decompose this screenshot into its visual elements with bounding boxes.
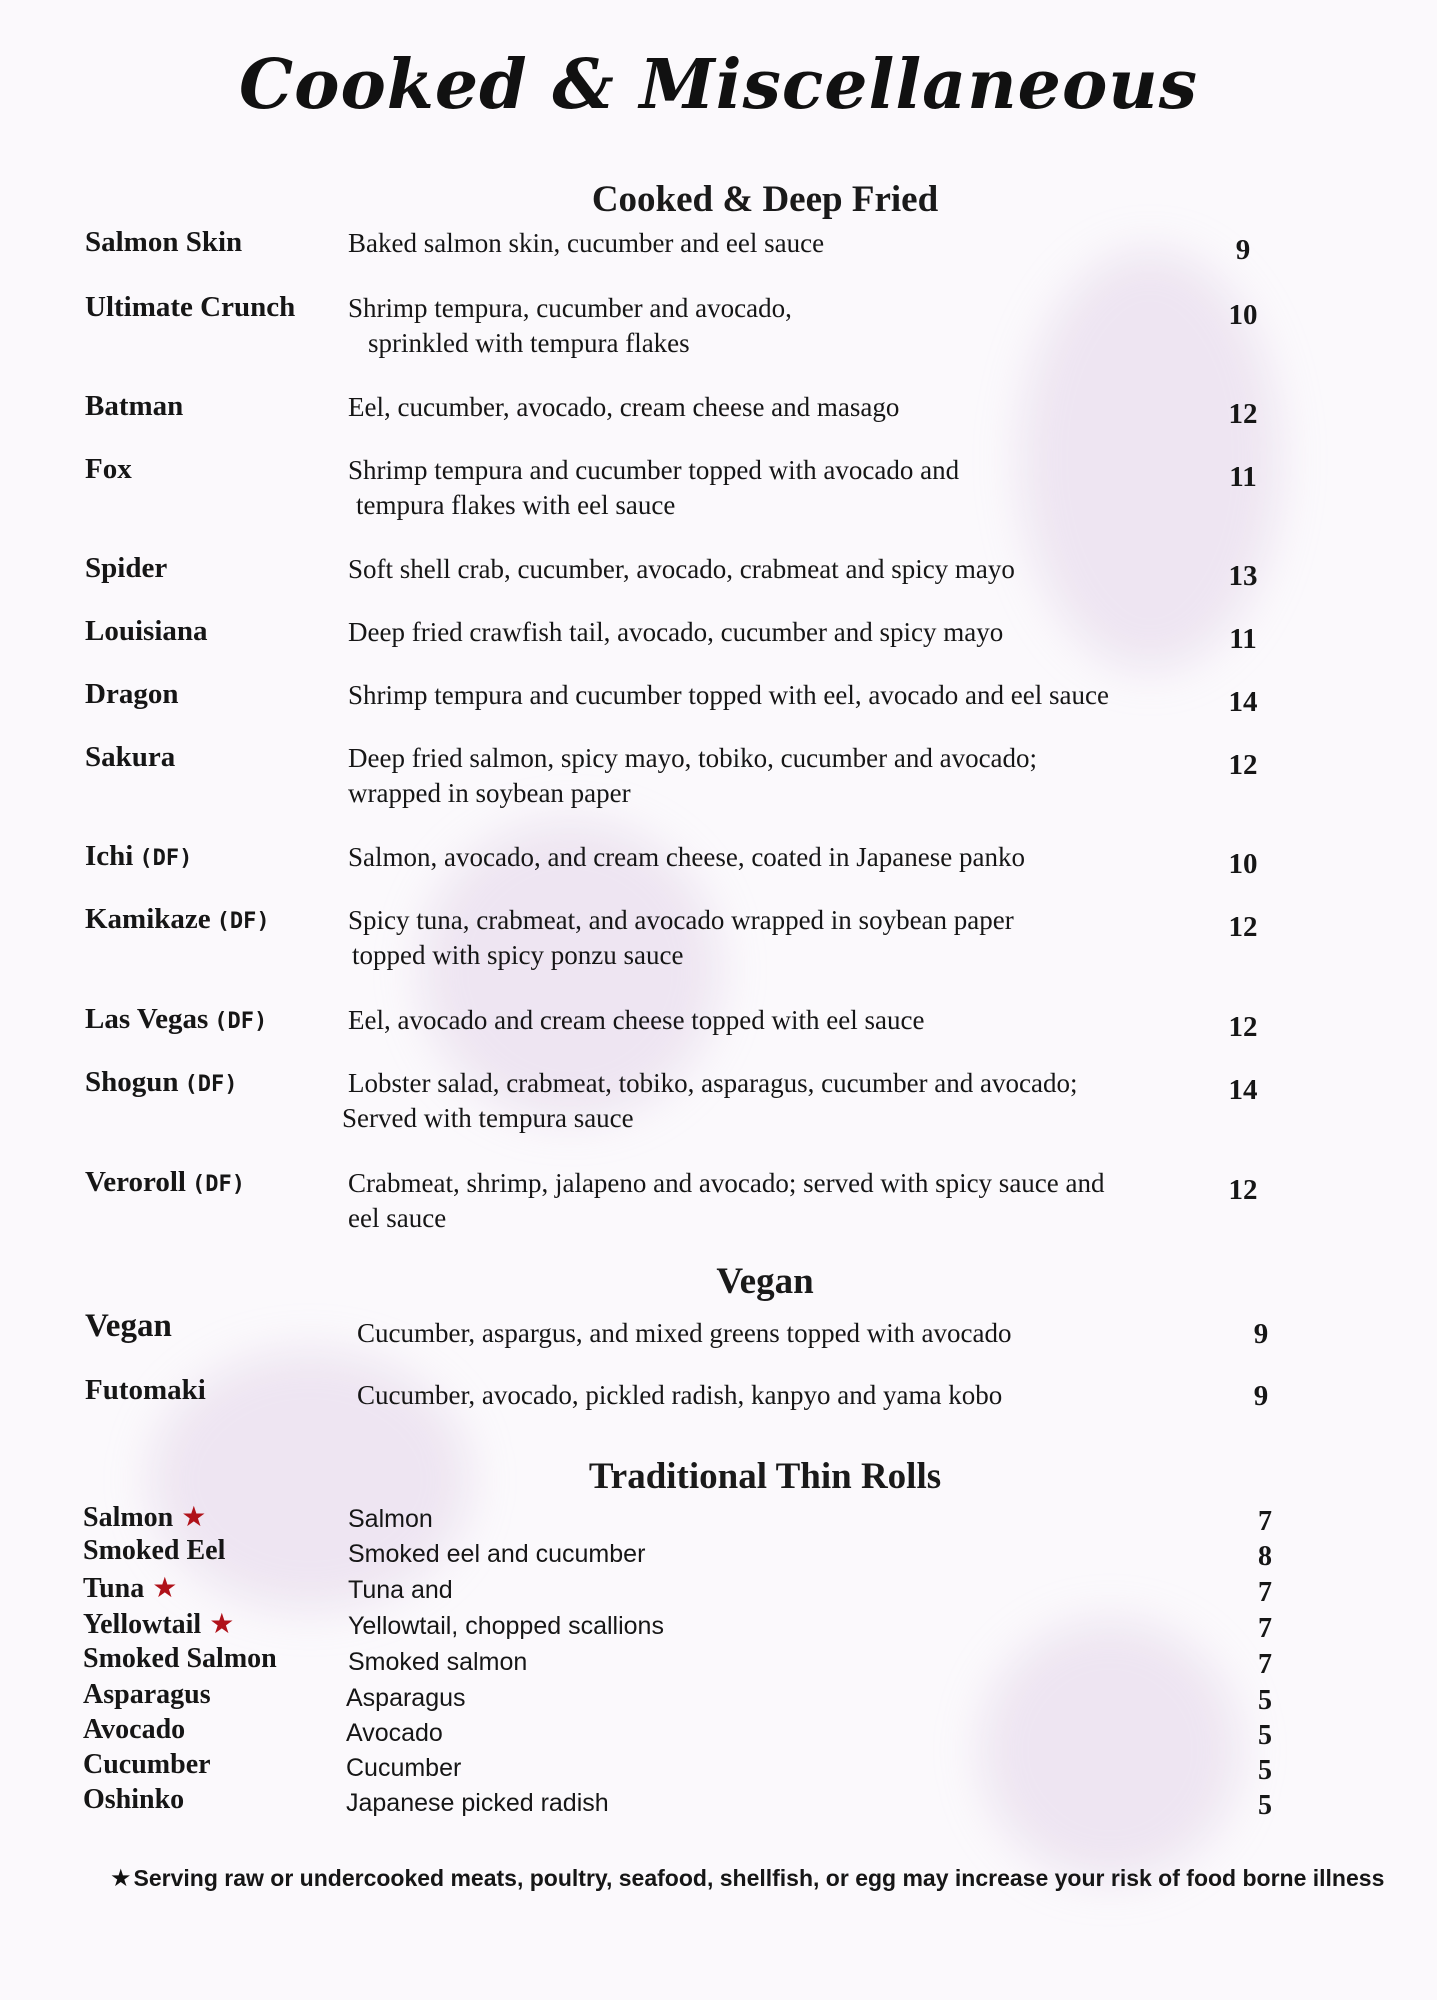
item-description: Asparagus <box>346 1684 466 1712</box>
item-description: Cucumber, aspargus, and mixed greens topped with avocado <box>357 1318 1012 1348</box>
item-name: Dragon <box>85 678 179 710</box>
item-price: 8 <box>1258 1541 1272 1572</box>
item-description: Lobster salad, crabmeat, tobiko, asparagus, cucumber and avocado; Served with tempura sauce <box>342 1068 1078 1133</box>
item-name: Shogun (DF) <box>85 1066 238 1098</box>
item-description: Japanese picked radish <box>346 1789 609 1817</box>
item-description: Salmon, avocado, and cream cheese, coated in Japanese panko <box>348 842 1025 872</box>
item-name: Vegan <box>85 1308 172 1344</box>
star-icon: ★ <box>181 1500 207 1533</box>
item-name: Fox <box>85 453 132 485</box>
item-price: 9 <box>1253 1380 1269 1412</box>
item-name: Las Vegas (DF) <box>85 1003 268 1035</box>
item-description: Smoked eel and cucumber <box>348 1540 646 1568</box>
item-name: Yellowtail ★ <box>83 1607 235 1640</box>
item-price: 10 <box>1228 848 1258 880</box>
item-price: 5 <box>1258 1755 1272 1786</box>
item-name: Salmon ★ <box>83 1500 207 1533</box>
item-price: 12 <box>1228 398 1258 430</box>
item-description: Deep fried salmon, spicy mayo, tobiko, cucumber and avocado; wrapped in soybean paper <box>348 743 1038 808</box>
item-price: 7 <box>1258 1649 1272 1680</box>
item-price: 11 <box>1229 461 1257 493</box>
item-description: Spicy tuna, crabmeat, and avocado wrapped in soybean paper topped with spicy ponzu sauce <box>348 905 1014 970</box>
item-price: 12 <box>1228 1174 1258 1206</box>
item-price: 9 <box>1235 234 1251 266</box>
star-icon: ★ <box>209 1607 235 1640</box>
item-price: 7 <box>1258 1506 1272 1537</box>
item-name: Asparagus <box>83 1679 211 1710</box>
item-price: 5 <box>1258 1720 1272 1751</box>
item-description: Shrimp tempura and cucumber topped with eel, avocado and eel sauce <box>348 680 1109 710</box>
item-name: Smoked Eel <box>83 1535 226 1566</box>
star-icon: ★ <box>110 1864 132 1892</box>
item-price: 12 <box>1228 1011 1258 1043</box>
item-name: Kamikaze (DF) <box>85 903 270 935</box>
item-name: Salmon Skin <box>85 226 243 258</box>
item-description: Baked salmon skin, cucumber and eel sauce <box>348 228 825 258</box>
item-price: 12 <box>1228 911 1258 943</box>
item-description: Shrimp tempura, cucumber and avocado, sprinkled with tempura flakes <box>348 293 792 358</box>
item-name: Spider <box>85 552 168 584</box>
item-description: Smoked salmon <box>348 1648 528 1676</box>
item-price: 7 <box>1258 1613 1272 1644</box>
item-description: Crabmeat, shrimp, jalapeno and avocado; served with spicy sauce and eel sauce <box>348 1168 1105 1233</box>
health-disclaimer: ★Serving raw or undercooked meats, poultry, seafood, shellfish, or egg may increase your risk of food borne illness <box>110 1864 1385 1892</box>
item-price: 10 <box>1228 299 1258 331</box>
item-description: Deep fried crawfish tail, avocado, cucumber and spicy mayo <box>348 617 1004 647</box>
item-description: Yellowtail, chopped scallions <box>348 1612 664 1640</box>
item-name: Ichi (DF) <box>85 840 193 872</box>
item-name: Smoked Salmon <box>83 1643 277 1674</box>
item-name: Oshinko <box>83 1784 185 1815</box>
item-name: Tuna ★ <box>83 1571 178 1604</box>
section-heading-thin-rolls: Traditional Thin Rolls <box>588 1456 942 1497</box>
item-description: Eel, avocado and cream cheese topped with eel sauce <box>348 1005 925 1035</box>
item-description: Avocado <box>346 1719 443 1747</box>
item-description: Tuna and <box>348 1576 453 1604</box>
item-price: 14 <box>1228 1074 1258 1106</box>
item-description: Cucumber <box>346 1754 462 1782</box>
item-price: 12 <box>1228 749 1258 781</box>
star-icon: ★ <box>152 1571 178 1604</box>
item-name: Veroroll (DF) <box>85 1166 245 1198</box>
item-name: Cucumber <box>83 1749 211 1780</box>
item-description: Cucumber, avocado, pickled radish, kanpyo and yama kobo <box>357 1380 1003 1410</box>
item-name: Louisiana <box>85 615 208 647</box>
item-price: 13 <box>1228 560 1258 592</box>
item-name: Avocado <box>83 1714 186 1745</box>
section-heading-cooked: Cooked & Deep Fried <box>591 179 939 220</box>
section-heading-vegan: Vegan <box>716 1261 814 1302</box>
item-price: 5 <box>1258 1685 1272 1716</box>
item-name: Ultimate Crunch <box>85 291 296 323</box>
item-price: 5 <box>1258 1790 1272 1821</box>
item-price: 7 <box>1258 1577 1272 1608</box>
item-price: 9 <box>1253 1318 1269 1350</box>
item-description: Shrimp tempura and cucumber topped with avocado and tempura flakes with eel sauce <box>348 455 960 520</box>
item-description: Soft shell crab, cucumber, avocado, crabmeat and spicy mayo <box>348 554 1015 584</box>
item-price: 14 <box>1228 686 1258 718</box>
item-price: 11 <box>1229 623 1257 655</box>
page-title: Cooked & Miscellaneous <box>238 45 1199 125</box>
item-name: Sakura <box>85 741 176 773</box>
item-description: Salmon <box>348 1505 433 1533</box>
item-name: Futomaki <box>85 1374 206 1406</box>
item-name: Batman <box>85 390 184 422</box>
item-description: Eel, cucumber, avocado, cream cheese and masago <box>348 392 900 422</box>
